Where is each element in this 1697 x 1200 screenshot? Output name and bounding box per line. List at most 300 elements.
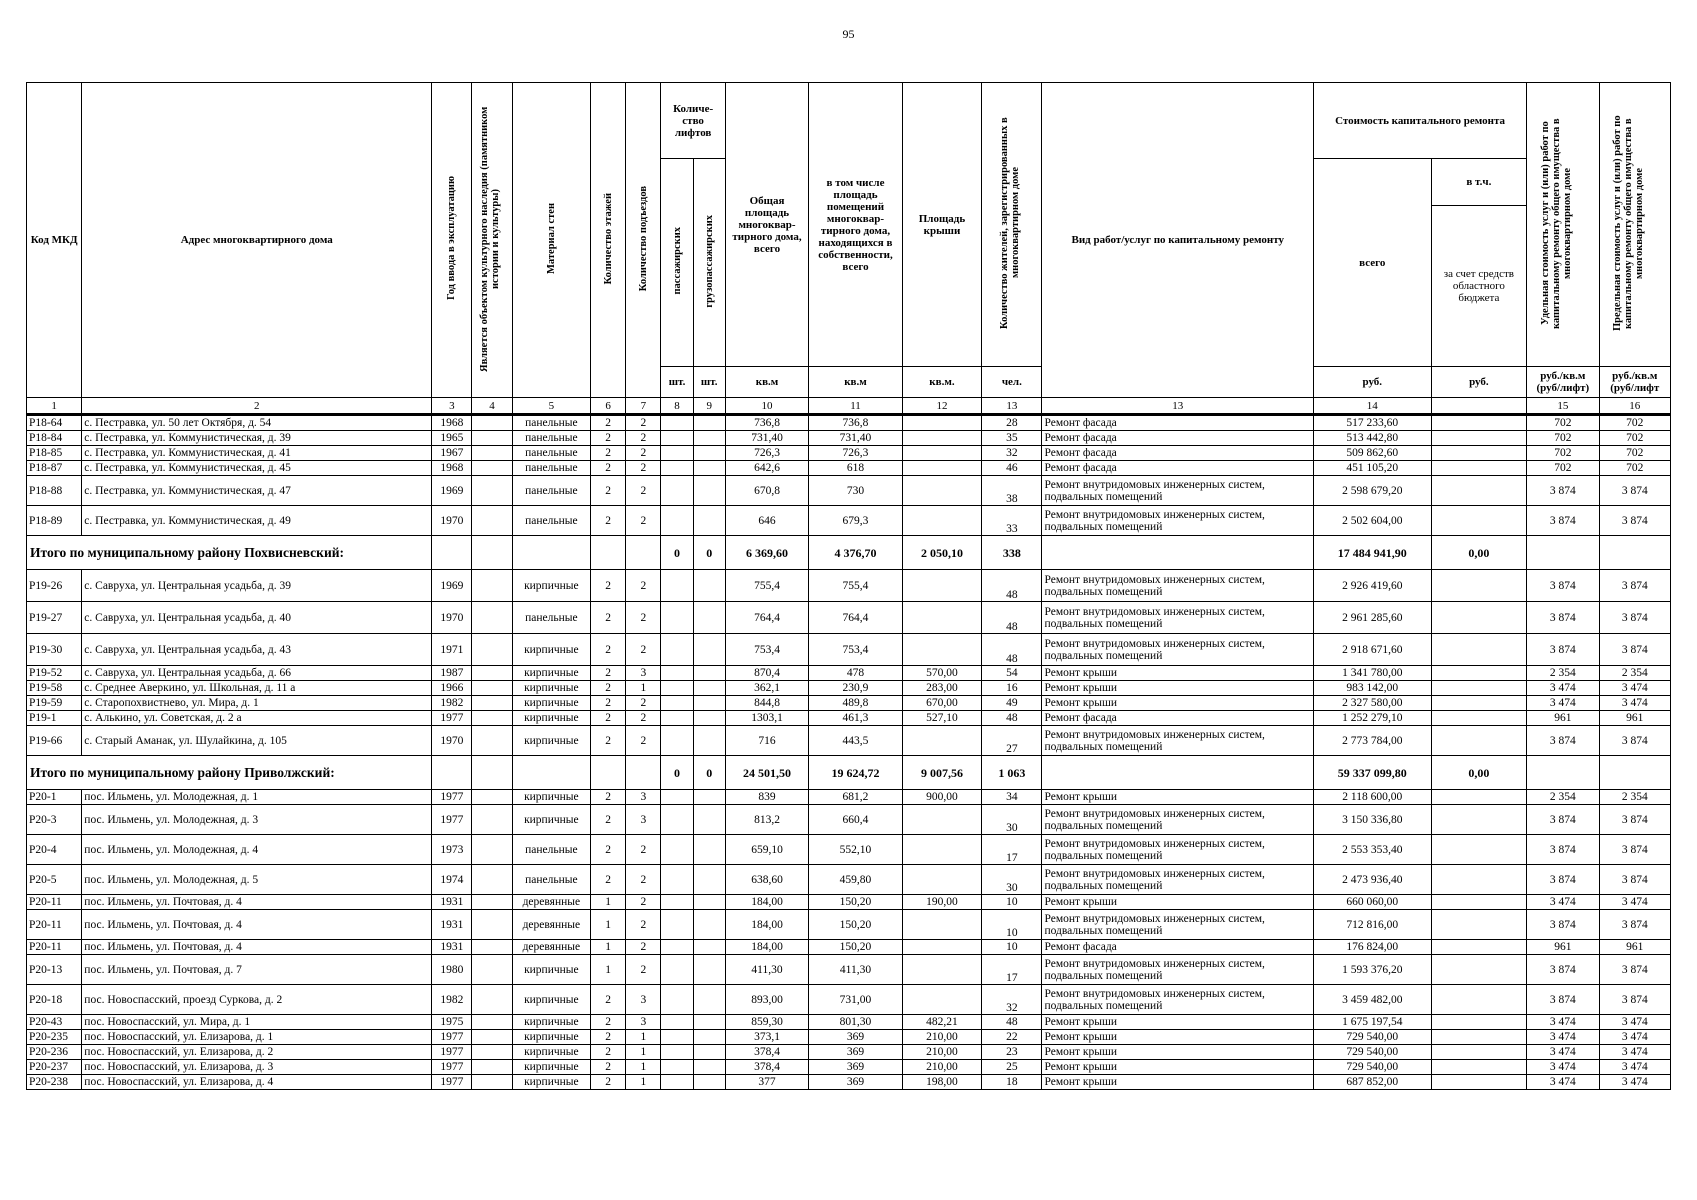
walls: деревянные bbox=[512, 910, 590, 940]
header-lifts-cargo: грузопассажирских bbox=[693, 159, 725, 367]
year: 1931 bbox=[432, 940, 472, 955]
work-type: Ремонт фасада bbox=[1042, 940, 1313, 955]
cost-regional bbox=[1431, 570, 1527, 602]
col-num: 9 bbox=[693, 398, 725, 415]
roof-area: 198,00 bbox=[902, 1075, 981, 1090]
entrances: 1 bbox=[626, 1045, 661, 1060]
cost-regional bbox=[1431, 711, 1527, 726]
year: 1969 bbox=[432, 570, 472, 602]
year: 1974 bbox=[432, 865, 472, 895]
entrances: 2 bbox=[626, 955, 661, 985]
entrances: 2 bbox=[626, 895, 661, 910]
header-floors: Количество этажей bbox=[591, 83, 626, 398]
address: пос. Новоспасский, ул. Елизарова, д. 2 bbox=[82, 1045, 432, 1060]
empty-cell bbox=[626, 756, 661, 790]
cost-regional bbox=[1431, 415, 1527, 431]
residents: 23 bbox=[982, 1045, 1042, 1060]
roof-area: 670,00 bbox=[902, 696, 981, 711]
max-cost: 3 474 bbox=[1599, 1045, 1670, 1060]
unit-cost: 702 bbox=[1527, 431, 1599, 446]
cost-total: 2 773 784,00 bbox=[1313, 726, 1431, 756]
residents: 17 bbox=[982, 955, 1042, 985]
floors: 2 bbox=[591, 1015, 626, 1030]
total-area: 362,1 bbox=[725, 681, 808, 696]
unit-cost-regional: руб. bbox=[1431, 367, 1527, 398]
cost-regional bbox=[1431, 1030, 1527, 1045]
heritage bbox=[472, 431, 512, 446]
total-area: 184,00 bbox=[725, 940, 808, 955]
lifts-pass bbox=[661, 711, 693, 726]
address: пос. Новоспасский, ул. Мира, д. 1 bbox=[82, 1015, 432, 1030]
roof-area bbox=[902, 415, 981, 431]
cost-total: 2 473 936,40 bbox=[1313, 865, 1431, 895]
work-type: Ремонт внутридомовых инженерных систем, подвальных помещений bbox=[1042, 805, 1313, 835]
max-cost: 3 874 bbox=[1599, 634, 1670, 666]
entrances: 3 bbox=[626, 790, 661, 805]
cost-regional bbox=[1431, 940, 1527, 955]
walls: кирпичные bbox=[512, 955, 590, 985]
entrances: 1 bbox=[626, 1030, 661, 1045]
col-num: 7 bbox=[626, 398, 661, 415]
cost-regional bbox=[1431, 1015, 1527, 1030]
subtotal-regional: 0,00 bbox=[1431, 536, 1527, 570]
lifts-pass bbox=[661, 461, 693, 476]
unit-owned-area: кв.м bbox=[809, 367, 903, 398]
heritage bbox=[472, 461, 512, 476]
unit-cost: 3 874 bbox=[1527, 570, 1599, 602]
heritage bbox=[472, 415, 512, 431]
heritage bbox=[472, 711, 512, 726]
table-row bbox=[27, 1060, 1671, 1075]
cost-total: 1 593 376,20 bbox=[1313, 955, 1431, 985]
address: с. Среднее Аверкино, ул. Школьная, д. 11 а bbox=[82, 681, 432, 696]
max-cost: 3 874 bbox=[1599, 835, 1670, 865]
header-work-type: Вид работ/услуг по капитальному ремонту bbox=[1042, 83, 1313, 398]
cost-total: 176 824,00 bbox=[1313, 940, 1431, 955]
lifts-cargo bbox=[693, 955, 725, 985]
mkd-code: Р18-85 bbox=[27, 446, 82, 461]
owned-area: 461,3 bbox=[809, 711, 903, 726]
max-cost: 2 354 bbox=[1599, 666, 1670, 681]
owned-area: 443,5 bbox=[809, 726, 903, 756]
owned-area: 489,8 bbox=[809, 696, 903, 711]
unit-cost: 3 474 bbox=[1527, 696, 1599, 711]
residents: 10 bbox=[982, 940, 1042, 955]
walls: кирпичные bbox=[512, 1030, 590, 1045]
roof-area bbox=[902, 461, 981, 476]
unit-cost-total: руб. bbox=[1313, 367, 1431, 398]
cost-regional bbox=[1431, 681, 1527, 696]
heritage bbox=[472, 681, 512, 696]
roof-area: 210,00 bbox=[902, 1030, 981, 1045]
header-lifts: Количе- ство лифтов bbox=[661, 83, 725, 159]
col-num: 10 bbox=[725, 398, 808, 415]
heritage bbox=[472, 895, 512, 910]
year: 1977 bbox=[432, 790, 472, 805]
work-type: Ремонт крыши bbox=[1042, 1045, 1313, 1060]
empty-cell bbox=[1042, 756, 1313, 790]
unit-roof-area: кв.м. bbox=[902, 367, 981, 398]
lifts-cargo bbox=[693, 985, 725, 1015]
lifts-cargo bbox=[693, 506, 725, 536]
subtotal-row bbox=[27, 536, 1671, 570]
col-num: 12 bbox=[902, 398, 981, 415]
table-row bbox=[27, 1075, 1671, 1090]
address: с. Старый Аманак, ул. Шулайкина, д. 105 bbox=[82, 726, 432, 756]
work-type: Ремонт крыши bbox=[1042, 696, 1313, 711]
residents: 48 bbox=[982, 711, 1042, 726]
table-row bbox=[27, 835, 1671, 865]
work-type: Ремонт внутридомовых инженерных систем, подвальных помещений bbox=[1042, 726, 1313, 756]
heritage bbox=[472, 476, 512, 506]
work-type: Ремонт внутридомовых инженерных систем, подвальных помещений bbox=[1042, 955, 1313, 985]
mkd-code: Р19-1 bbox=[27, 711, 82, 726]
roof-area: 900,00 bbox=[902, 790, 981, 805]
max-cost: 3 874 bbox=[1599, 506, 1670, 536]
mkd-code: Р20-236 bbox=[27, 1045, 82, 1060]
table-row bbox=[27, 865, 1671, 895]
cost-total: 509 862,60 bbox=[1313, 446, 1431, 461]
cost-total: 729 540,00 bbox=[1313, 1030, 1431, 1045]
residents: 54 bbox=[982, 666, 1042, 681]
owned-area: 230,9 bbox=[809, 681, 903, 696]
roof-area bbox=[902, 955, 981, 985]
roof-area bbox=[902, 431, 981, 446]
table-row bbox=[27, 634, 1671, 666]
heritage bbox=[472, 940, 512, 955]
work-type: Ремонт крыши bbox=[1042, 895, 1313, 910]
lifts-pass bbox=[661, 446, 693, 461]
floors: 2 bbox=[591, 985, 626, 1015]
year: 1987 bbox=[432, 666, 472, 681]
max-cost: 702 bbox=[1599, 461, 1670, 476]
floors: 1 bbox=[591, 910, 626, 940]
entrances: 2 bbox=[626, 835, 661, 865]
lifts-pass bbox=[661, 835, 693, 865]
roof-area bbox=[902, 726, 981, 756]
cost-total: 2 502 604,00 bbox=[1313, 506, 1431, 536]
cost-regional bbox=[1431, 726, 1527, 756]
mkd-code: Р20-3 bbox=[27, 805, 82, 835]
mkd-code: Р18-64 bbox=[27, 415, 82, 431]
address: с. Савруха, ул. Центральная усадьба, д. 39 bbox=[82, 570, 432, 602]
mkd-code: Р20-18 bbox=[27, 985, 82, 1015]
heritage bbox=[472, 1060, 512, 1075]
walls: панельные bbox=[512, 446, 590, 461]
cost-regional bbox=[1431, 696, 1527, 711]
roof-area bbox=[902, 805, 981, 835]
roof-area bbox=[902, 835, 981, 865]
lifts-cargo bbox=[693, 570, 725, 602]
owned-area: 801,30 bbox=[809, 1015, 903, 1030]
work-type: Ремонт внутридомовых инженерных систем, подвальных помещений bbox=[1042, 910, 1313, 940]
unit-cost: 961 bbox=[1527, 940, 1599, 955]
mkd-code: Р20-43 bbox=[27, 1015, 82, 1030]
work-type: Ремонт внутридомовых инженерных систем, подвальных помещений bbox=[1042, 506, 1313, 536]
header-cost-incl: в т.ч. bbox=[1431, 159, 1527, 206]
address: с. Савруха, ул. Центральная усадьба, д. 66 bbox=[82, 666, 432, 681]
floors: 2 bbox=[591, 790, 626, 805]
subtotal-lifts-pass: 0 bbox=[661, 756, 693, 790]
cost-regional bbox=[1431, 1075, 1527, 1090]
max-cost: 3 874 bbox=[1599, 865, 1670, 895]
heritage bbox=[472, 634, 512, 666]
walls: кирпичные bbox=[512, 985, 590, 1015]
walls: панельные bbox=[512, 415, 590, 431]
unit-residents: чел. bbox=[982, 367, 1042, 398]
address: с. Пестравка, ул. Коммунистическая, д. 49 bbox=[82, 506, 432, 536]
lifts-cargo bbox=[693, 790, 725, 805]
subtotal-total-area: 6 369,60 bbox=[725, 536, 808, 570]
empty-cell bbox=[432, 536, 472, 570]
lifts-cargo bbox=[693, 461, 725, 476]
entrances: 2 bbox=[626, 415, 661, 431]
cost-regional bbox=[1431, 805, 1527, 835]
max-cost: 3 474 bbox=[1599, 895, 1670, 910]
lifts-pass bbox=[661, 1075, 693, 1090]
heritage bbox=[472, 506, 512, 536]
header-address: Адрес многоквартирного дома bbox=[82, 83, 432, 398]
empty-cell bbox=[432, 756, 472, 790]
address: с. Пестравка, ул. Коммунистическая, д. 39 bbox=[82, 431, 432, 446]
col-num: 3 bbox=[432, 398, 472, 415]
owned-area: 755,4 bbox=[809, 570, 903, 602]
walls: кирпичные bbox=[512, 1060, 590, 1075]
unit-cost: 3 474 bbox=[1527, 895, 1599, 910]
subtotal-label: Итого по муниципальному району Приволжский: bbox=[27, 756, 432, 790]
cost-total: 2 118 600,00 bbox=[1313, 790, 1431, 805]
cost-regional bbox=[1431, 865, 1527, 895]
cost-total: 3 459 482,00 bbox=[1313, 985, 1431, 1015]
heritage bbox=[472, 602, 512, 634]
heritage bbox=[472, 790, 512, 805]
heritage bbox=[472, 865, 512, 895]
heritage bbox=[472, 805, 512, 835]
address: с. Старопохвистнево, ул. Мира, д. 1 bbox=[82, 696, 432, 711]
entrances: 3 bbox=[626, 985, 661, 1015]
cost-total: 660 060,00 bbox=[1313, 895, 1431, 910]
table-row bbox=[27, 726, 1671, 756]
max-cost: 3 474 bbox=[1599, 681, 1670, 696]
subtotal-residents: 338 bbox=[982, 536, 1042, 570]
walls: панельные bbox=[512, 476, 590, 506]
header-cost: Стоимость капитального ремонта bbox=[1313, 83, 1526, 159]
roof-area: 283,00 bbox=[902, 681, 981, 696]
floors: 2 bbox=[591, 835, 626, 865]
total-area: 893,00 bbox=[725, 985, 808, 1015]
residents: 28 bbox=[982, 415, 1042, 431]
work-type: Ремонт внутридомовых инженерных систем, подвальных помещений bbox=[1042, 985, 1313, 1015]
mkd-code: Р18-87 bbox=[27, 461, 82, 476]
lifts-pass bbox=[661, 476, 693, 506]
work-type: Ремонт фасада bbox=[1042, 446, 1313, 461]
table-row bbox=[27, 602, 1671, 634]
roof-area: 190,00 bbox=[902, 895, 981, 910]
walls: кирпичные bbox=[512, 1015, 590, 1030]
mkd-code: Р18-89 bbox=[27, 506, 82, 536]
unit-lifts-pass: шт. bbox=[661, 367, 693, 398]
cost-total: 712 816,00 bbox=[1313, 910, 1431, 940]
total-area: 844,8 bbox=[725, 696, 808, 711]
empty-cell bbox=[1527, 536, 1599, 570]
unit-cost: 3 474 bbox=[1527, 1060, 1599, 1075]
subtotal-total-area: 24 501,50 bbox=[725, 756, 808, 790]
year: 1977 bbox=[432, 1060, 472, 1075]
cost-regional bbox=[1431, 461, 1527, 476]
col-num: 8 bbox=[661, 398, 693, 415]
lifts-pass bbox=[661, 415, 693, 431]
residents: 16 bbox=[982, 681, 1042, 696]
entrances: 2 bbox=[626, 726, 661, 756]
unit-cost: 2 354 bbox=[1527, 790, 1599, 805]
col-num: 5 bbox=[512, 398, 590, 415]
year: 1967 bbox=[432, 446, 472, 461]
max-cost: 961 bbox=[1599, 940, 1670, 955]
address: с. Пестравка, ул. 50 лет Октября, д. 54 bbox=[82, 415, 432, 431]
unit-cost: 3 874 bbox=[1527, 602, 1599, 634]
residents: 32 bbox=[982, 985, 1042, 1015]
address: пос. Ильмень, ул. Почтовая, д. 4 bbox=[82, 940, 432, 955]
floors: 2 bbox=[591, 711, 626, 726]
empty-cell bbox=[1599, 536, 1670, 570]
table-row bbox=[27, 431, 1671, 446]
cost-regional bbox=[1431, 985, 1527, 1015]
subtotal-lifts-cargo: 0 bbox=[693, 756, 725, 790]
header-heritage: Является объектом культурного наследия (памятником истории и культуры) bbox=[472, 83, 512, 398]
address: пос. Новоспасский, ул. Елизарова, д. 4 bbox=[82, 1075, 432, 1090]
max-cost: 3 474 bbox=[1599, 1030, 1670, 1045]
lifts-cargo bbox=[693, 431, 725, 446]
year: 1931 bbox=[432, 910, 472, 940]
entrances: 2 bbox=[626, 446, 661, 461]
work-type: Ремонт крыши bbox=[1042, 1075, 1313, 1090]
unit-cost: 3 874 bbox=[1527, 985, 1599, 1015]
residents: 49 bbox=[982, 696, 1042, 711]
unit-cost: 702 bbox=[1527, 415, 1599, 431]
owned-area: 478 bbox=[809, 666, 903, 681]
mkd-code: Р19-26 bbox=[27, 570, 82, 602]
floors: 2 bbox=[591, 446, 626, 461]
address: с. Пестравка, ул. Коммунистическая, д. 45 bbox=[82, 461, 432, 476]
total-area: 764,4 bbox=[725, 602, 808, 634]
residents: 10 bbox=[982, 895, 1042, 910]
roof-area bbox=[902, 570, 981, 602]
mkd-code: Р20-5 bbox=[27, 865, 82, 895]
lifts-cargo bbox=[693, 940, 725, 955]
walls: кирпичные bbox=[512, 726, 590, 756]
lifts-cargo bbox=[693, 602, 725, 634]
floors: 1 bbox=[591, 895, 626, 910]
empty-cell bbox=[472, 756, 512, 790]
owned-area: 736,8 bbox=[809, 415, 903, 431]
entrances: 2 bbox=[626, 940, 661, 955]
owned-area: 369 bbox=[809, 1045, 903, 1060]
address: с. Алькино, ул. Советская, д. 2 а bbox=[82, 711, 432, 726]
year: 1980 bbox=[432, 955, 472, 985]
work-type: Ремонт внутридомовых инженерных систем, подвальных помещений bbox=[1042, 634, 1313, 666]
floors: 2 bbox=[591, 1030, 626, 1045]
total-area: 839 bbox=[725, 790, 808, 805]
owned-area: 369 bbox=[809, 1075, 903, 1090]
floors: 2 bbox=[591, 476, 626, 506]
lifts-pass bbox=[661, 506, 693, 536]
lifts-cargo bbox=[693, 895, 725, 910]
cost-regional bbox=[1431, 666, 1527, 681]
entrances: 3 bbox=[626, 805, 661, 835]
table-body bbox=[27, 415, 1671, 1090]
entrances: 2 bbox=[626, 476, 661, 506]
cost-total: 729 540,00 bbox=[1313, 1045, 1431, 1060]
year: 1968 bbox=[432, 415, 472, 431]
lifts-cargo bbox=[693, 1045, 725, 1060]
cost-regional bbox=[1431, 506, 1527, 536]
mkd-code: Р20-235 bbox=[27, 1030, 82, 1045]
walls: деревянные bbox=[512, 940, 590, 955]
lifts-pass bbox=[661, 570, 693, 602]
cost-total: 1 252 279,10 bbox=[1313, 711, 1431, 726]
header-roof-area: Площадь крыши bbox=[902, 83, 981, 367]
work-type: Ремонт крыши bbox=[1042, 1030, 1313, 1045]
header-max-cost: Предельная стоимость услуг и (или) работ по капитальному ремонту общего имущества в многоквартирном доме bbox=[1599, 83, 1670, 367]
cost-regional bbox=[1431, 634, 1527, 666]
address: пос. Ильмень, ул. Молодежная, д. 1 bbox=[82, 790, 432, 805]
subtotal-owned-area: 4 376,70 bbox=[809, 536, 903, 570]
cost-total: 451 105,20 bbox=[1313, 461, 1431, 476]
lifts-cargo bbox=[693, 1030, 725, 1045]
address: пос. Ильмень, ул. Молодежная, д. 4 bbox=[82, 835, 432, 865]
total-area: 1303,1 bbox=[725, 711, 808, 726]
entrances: 2 bbox=[626, 696, 661, 711]
table-row bbox=[27, 955, 1671, 985]
walls: кирпичные bbox=[512, 711, 590, 726]
mkd-code: Р19-59 bbox=[27, 696, 82, 711]
table-row bbox=[27, 476, 1671, 506]
max-cost: 702 bbox=[1599, 415, 1670, 431]
heritage bbox=[472, 835, 512, 865]
roof-area bbox=[902, 910, 981, 940]
table-row bbox=[27, 681, 1671, 696]
unit-lifts-cargo: шт. bbox=[693, 367, 725, 398]
heritage bbox=[472, 1030, 512, 1045]
residents: 46 bbox=[982, 461, 1042, 476]
heritage bbox=[472, 910, 512, 940]
table-row bbox=[27, 895, 1671, 910]
year: 1977 bbox=[432, 711, 472, 726]
owned-area: 369 bbox=[809, 1030, 903, 1045]
residents: 27 bbox=[982, 726, 1042, 756]
max-cost: 3 874 bbox=[1599, 726, 1670, 756]
address: пос. Ильмень, ул. Молодежная, д. 5 bbox=[82, 865, 432, 895]
work-type: Ремонт фасада bbox=[1042, 711, 1313, 726]
roof-area bbox=[902, 506, 981, 536]
total-area: 373,1 bbox=[725, 1030, 808, 1045]
residents: 48 bbox=[982, 602, 1042, 634]
total-area: 670,8 bbox=[725, 476, 808, 506]
mkd-code: Р20-11 bbox=[27, 895, 82, 910]
roof-area: 527,10 bbox=[902, 711, 981, 726]
year: 1970 bbox=[432, 726, 472, 756]
cost-total: 2 327 580,00 bbox=[1313, 696, 1431, 711]
floors: 2 bbox=[591, 1060, 626, 1075]
cost-total: 3 150 336,80 bbox=[1313, 805, 1431, 835]
col-num: 4 bbox=[472, 398, 512, 415]
lifts-pass bbox=[661, 1045, 693, 1060]
cost-regional bbox=[1431, 895, 1527, 910]
year: 1977 bbox=[432, 805, 472, 835]
mkd-code: Р20-1 bbox=[27, 790, 82, 805]
total-area: 726,3 bbox=[725, 446, 808, 461]
mkd-code: Р19-27 bbox=[27, 602, 82, 634]
